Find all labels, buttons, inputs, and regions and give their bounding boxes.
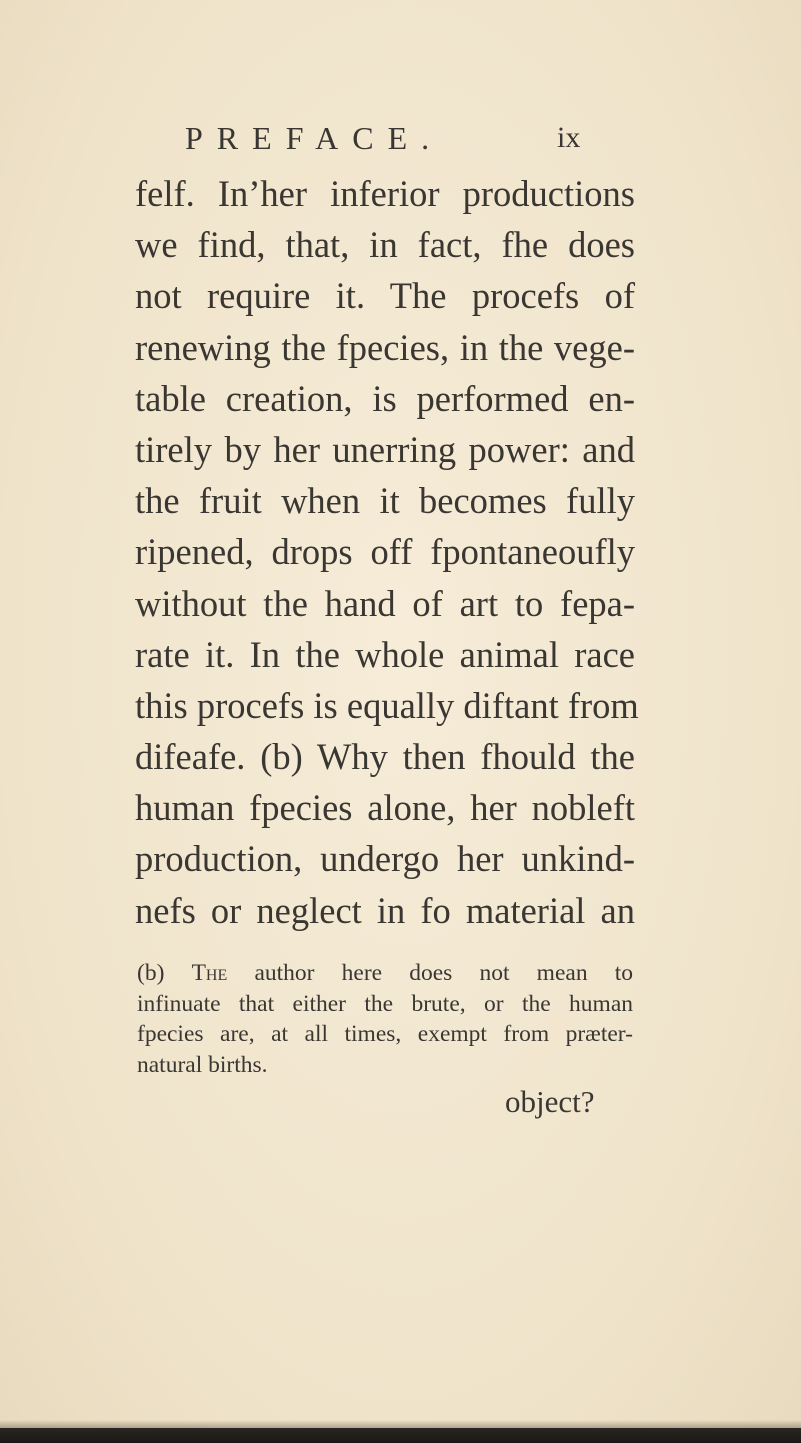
footnote-first-line-text: author here does not mean to bbox=[254, 960, 634, 986]
page-edge-shadow bbox=[0, 1420, 801, 1428]
text-line: tirely by her unerring power: and bbox=[135, 428, 635, 470]
page-bottom-edge bbox=[0, 1428, 801, 1443]
page-number: ix bbox=[557, 121, 581, 154]
text-line: human fpecies alone, her nobleft bbox=[135, 787, 635, 829]
text-line: we find, that, in fact, fhe does bbox=[135, 224, 635, 266]
text-line: nefs or neglect in fo material an bbox=[135, 889, 635, 931]
text-line: rate it. In the whole animal race bbox=[135, 633, 635, 675]
text-line: without the hand of art to fepa- bbox=[135, 582, 635, 624]
text-line: production, undergo her unkind- bbox=[135, 838, 635, 880]
running-head: PREFACE. bbox=[185, 120, 444, 156]
text-line: table creation, is performed en- bbox=[135, 377, 635, 419]
page-header bbox=[185, 116, 605, 160]
footnote-first-line bbox=[137, 958, 633, 989]
footnote-line: infinuate that either the brute, or the human bbox=[137, 990, 633, 1017]
footnote-line: natural births. bbox=[137, 1051, 268, 1078]
text-line: felf. In’her inferior productions bbox=[135, 173, 635, 214]
footnote bbox=[137, 958, 633, 1080]
footnote-lead-word: The bbox=[191, 960, 228, 986]
footnote-line: fpecies are, at all times, exempt from præter- bbox=[137, 1021, 633, 1047]
text-line: renewing the fpecies, in the vege- bbox=[135, 326, 635, 368]
text-line: difeafe. (b) Why then fhould the bbox=[135, 736, 635, 778]
footnote-marker: (b) bbox=[137, 960, 165, 986]
text-line: not require it. The procefs of bbox=[135, 275, 635, 317]
text-line: ripened, drops off fpontaneoufly bbox=[135, 531, 635, 573]
catchword: object? bbox=[505, 1084, 595, 1119]
body-text bbox=[135, 168, 639, 936]
text-line: this procefs is equally diftant from bbox=[135, 684, 639, 726]
text-line: the fruit when it becomes fully bbox=[135, 480, 635, 522]
